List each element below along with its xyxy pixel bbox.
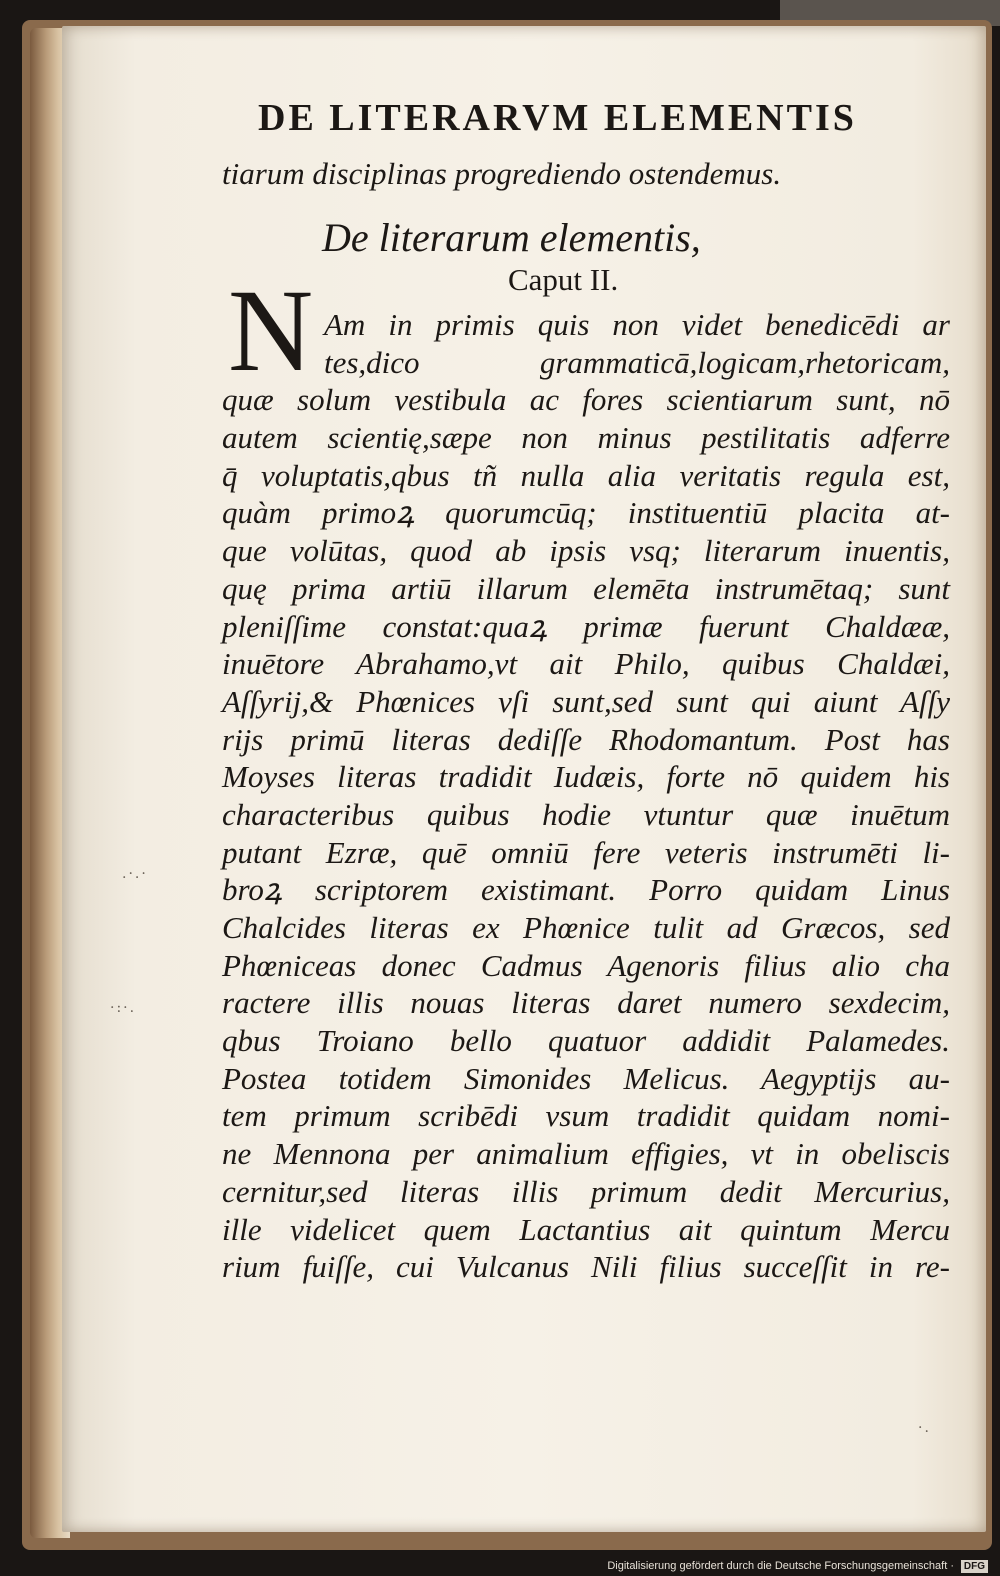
chapter-title: De literarum elementis, (322, 215, 701, 260)
text-line: quàm primoꝝ quorumcūq; instituentiū placita at- (222, 495, 950, 531)
text-line: characteribus quibus hodie vtuntur quæ inuētum (222, 796, 950, 832)
dfg-logo: DFG (961, 1560, 988, 1573)
text-line: putant Ezræ, quē omniū fere veteris instrumēti li- (222, 834, 950, 870)
text-line: Moyses literas tradidit Iudæis, forte nō quidem his (222, 759, 950, 795)
digitization-credit: Digitalisierung gefördert durch die Deutsche Forschungsgemeinschaft · (607, 1560, 954, 1572)
text-line: rium fuiſſe, cui Vulcanus Nili filius succeſſit in re- (222, 1249, 950, 1285)
text-line: quæ solum vestibula ac fores scientiarum sunt, nō (222, 382, 950, 418)
running-head: DE LITERARVM ELEMENTIS (258, 97, 857, 139)
margin-mark-icon: ·:·. (110, 1000, 137, 1016)
text-line: ne Mennona per animalium effigies, vt in obeliscis (222, 1136, 950, 1172)
text-line: qbus Troiano bello quatuor addidit Palamedes. (222, 1023, 950, 1059)
text-line: Am in primis quis non videt benedicēdi ar (324, 307, 950, 342)
text-line: Phœniceas donec Cadmus Agenoris filius alio cha (222, 947, 950, 983)
text-line: cernitur,sed literas illis primum dedit Mercurius, (222, 1173, 950, 1209)
text-line: Postea totidem Simonides Melicus. Aegyptijs au- (222, 1060, 950, 1096)
continued-line: tiarum disciplinas progrediendo ostendemus. (222, 156, 782, 191)
text-line: pleniſſime constat:quaꝝ primæ fuerunt Chaldææ, (222, 608, 950, 644)
text-line: ractere illis nouas literas daret numero sexdecim, (222, 985, 950, 1021)
text-line: que volūtas, quod ab ipsis vsq; literarum inuentis, (222, 533, 950, 569)
text-line: Aſſyrij,& Phœnices vſi sunt,sed sunt qui aiunt Aſſy (222, 683, 950, 719)
text-line: tem primum scribēdi vsum tradidit quidam nomi- (222, 1098, 950, 1134)
text-line: rijs primū literas dediſſe Rhodomantum. Post has (222, 721, 950, 757)
text-line: broꝝ scriptorem existimant. Porro quidam Linus (222, 872, 950, 908)
text-line: Chalcides literas ex Phœnice tulit ad Græcos, sed (222, 910, 950, 945)
text-line: q̄ voluptatis,qbus tñ nulla alia veritatis regula est, (222, 457, 950, 493)
drop-cap: N (228, 265, 314, 396)
text-line: inuētore Abrahamo,vt ait Philo, quibus Chaldæi, (222, 646, 950, 682)
chapter-number: Caput II. (508, 262, 619, 297)
text-line: tes,dico grammaticā,logicam,rhetoricam, (324, 344, 950, 380)
margin-mark-icon: .·.· (122, 866, 148, 882)
margin-mark-icon: ·. (918, 1420, 931, 1436)
text-line: ille videlicet quem Lactantius ait quintum Mercu (222, 1211, 950, 1247)
text-line: quę prima artiū illarum elemēta instrumētaq; sunt (222, 570, 950, 606)
text-line: autem scientię,sæpe non minus pestilitatis adferre (222, 420, 950, 456)
body-text (222, 306, 950, 1286)
